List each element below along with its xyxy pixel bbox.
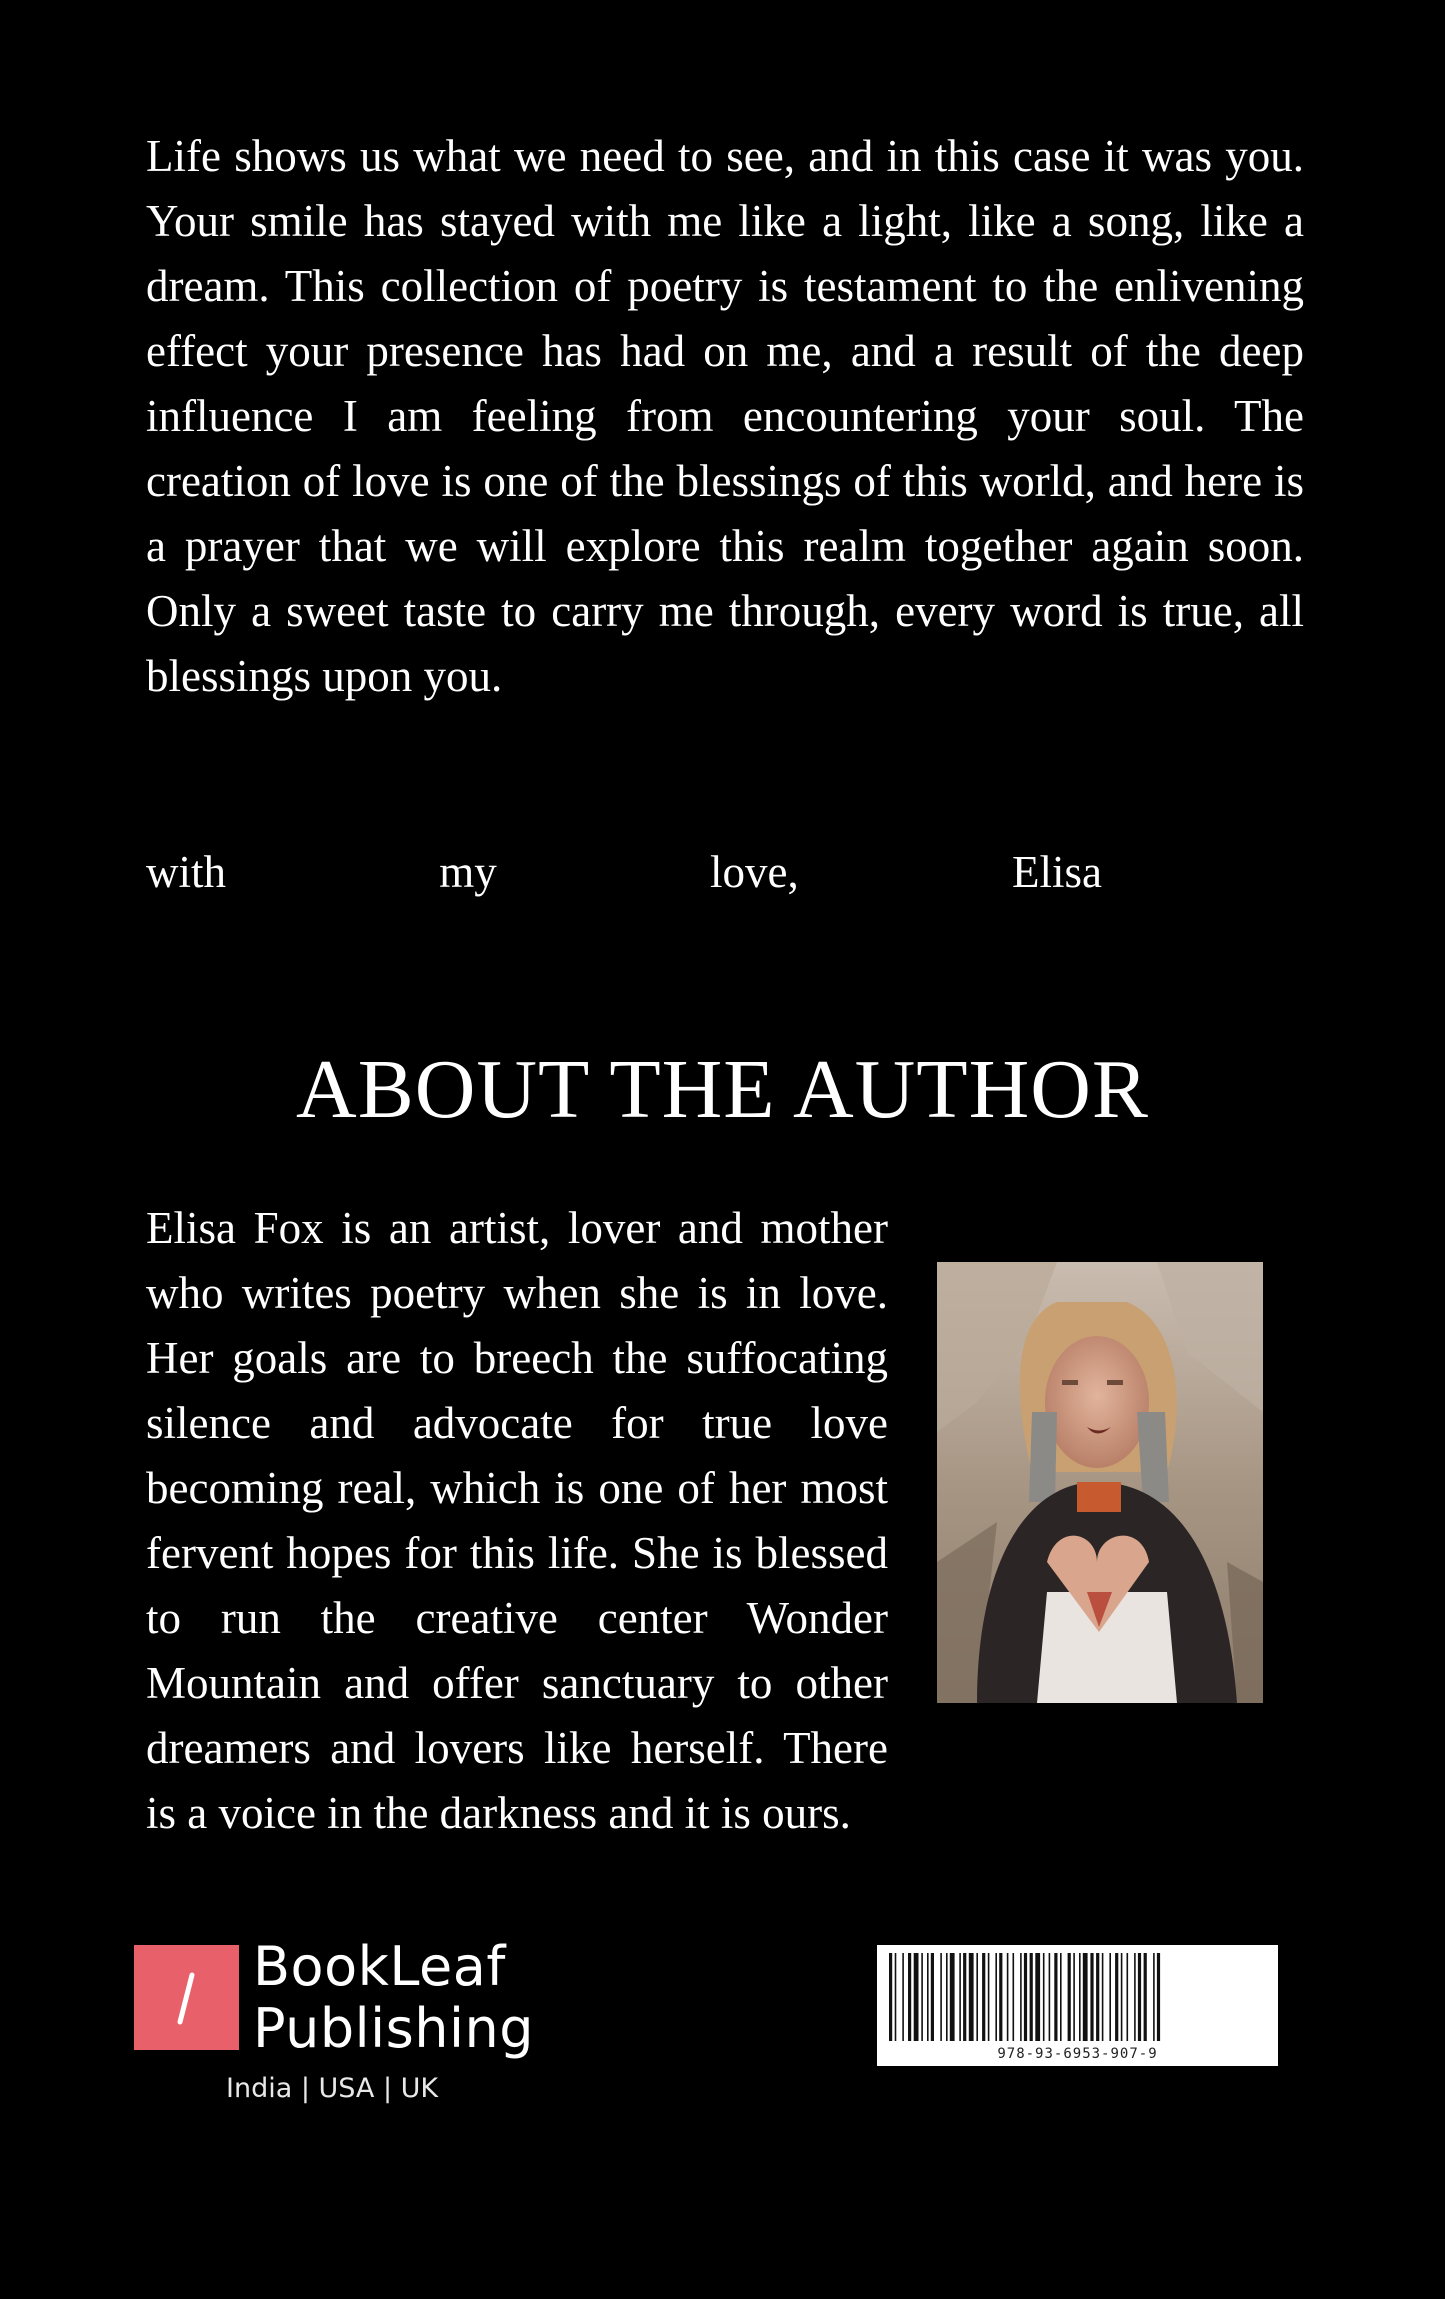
- signoff-word: love,: [710, 847, 799, 897]
- barcode-bar: [988, 1953, 990, 2041]
- barcode-bar: [995, 1953, 997, 2041]
- barcode-bar: [1102, 1953, 1104, 2041]
- barcode-bar: [1049, 1953, 1051, 2041]
- barcode-bar: [1020, 1953, 1022, 2041]
- barcode-bar: [1121, 1953, 1123, 2041]
- barcode-bar: [1109, 1953, 1111, 2041]
- barcode-bar: [1013, 1953, 1015, 2041]
- signoff: [146, 840, 1102, 905]
- isbn-number: 978-93-6953-907-9: [997, 2046, 1158, 2062]
- author-photo: [937, 1262, 1263, 1703]
- barcode-bar: [895, 1953, 897, 2041]
- barcode-bar: [1083, 1953, 1088, 2041]
- signoff-word: Elisa: [1012, 847, 1102, 897]
- author-bio: Elisa Fox is an artist, lover and mother who writes poetry when she is in love. Her goals are to breech the suffocating silence and advocate for true love becoming real, which is one of her most fervent hopes for this life. She is blessed to run the creative center Wonder Mountain and offer sanctuary to other dreamers and lovers like herself. There is a voice in the darkness and it is ours.: [146, 1203, 888, 1838]
- barcode-bar: [946, 1953, 948, 2041]
- barcode-bar: [963, 1953, 966, 2041]
- barcode-bar: [1138, 1953, 1141, 2041]
- barcode-bar: [889, 1953, 892, 2041]
- barcode-bar: [1030, 1953, 1033, 2041]
- barcode-bar: [1115, 1953, 1118, 2041]
- barcode-bar: [1096, 1953, 1099, 2041]
- barcode-bar: [999, 1953, 1002, 2041]
- barcode-bar: [902, 1953, 904, 2041]
- publisher-logo-icon: [134, 1945, 239, 2050]
- barcode-bar: [1127, 1953, 1129, 2041]
- barcode-bar: [931, 1953, 934, 2041]
- barcode-bar: [914, 1953, 919, 2041]
- barcode-bar: [950, 1953, 955, 2041]
- publisher-name-line1: BookLeaf: [253, 1935, 506, 1998]
- barcode-bar: [1073, 1953, 1075, 2041]
- barcode-bar: [1090, 1953, 1093, 2041]
- signoff-word: with: [146, 847, 227, 897]
- publisher-name-line2: Publishing: [253, 1997, 534, 2060]
- about-heading: ABOUT THE AUTHOR: [296, 1043, 1149, 1136]
- barcode-bar: [1079, 1953, 1081, 2041]
- publisher-name: [253, 1936, 534, 2060]
- barcode-bar: [982, 1953, 985, 2041]
- barcode: [877, 1945, 1278, 2066]
- barcode-bar: [1157, 1953, 1160, 2041]
- barcode-bar: [976, 1953, 978, 2041]
- barcode-bar: [1153, 1953, 1155, 2041]
- barcode-bar: [1060, 1953, 1062, 2041]
- barcode-bar: [1007, 1953, 1009, 2041]
- barcode-bar: [908, 1953, 911, 2041]
- barcode-bar: [1024, 1953, 1027, 2041]
- barcode-bar: [940, 1953, 942, 2041]
- barcode-bar: [969, 1953, 974, 2041]
- barcode-bars: [877, 1945, 1278, 2045]
- barcode-bar: [1054, 1953, 1057, 2041]
- barcode-bar: [1068, 1953, 1071, 2041]
- barcode-bar: [927, 1953, 929, 2041]
- barcode-bar: [1144, 1953, 1147, 2041]
- barcode-bar: [921, 1953, 923, 2041]
- dedication-paragraph: Life shows us what we need to see, and in this case it was you. Your smile has stayed with me like a light, like a song, like a dream. This collection of poetry is testament to the enlivening effect your presence has had on me, and a result of the deep influence I am feeling from encountering your soul. The creation of love is one of the blessings of this world, and here is a prayer that we will explore this realm together again soon. Only a sweet taste to carry me through, every word is true, all blessings upon you.: [146, 131, 1304, 701]
- barcode-bar: [1134, 1953, 1136, 2041]
- barcode-bar: [1035, 1953, 1040, 2041]
- barcode-bar: [1043, 1953, 1045, 2041]
- publisher-regions: India | USA | UK: [226, 2073, 439, 2104]
- barcode-bar: [959, 1953, 961, 2041]
- signoff-word: my: [439, 847, 497, 897]
